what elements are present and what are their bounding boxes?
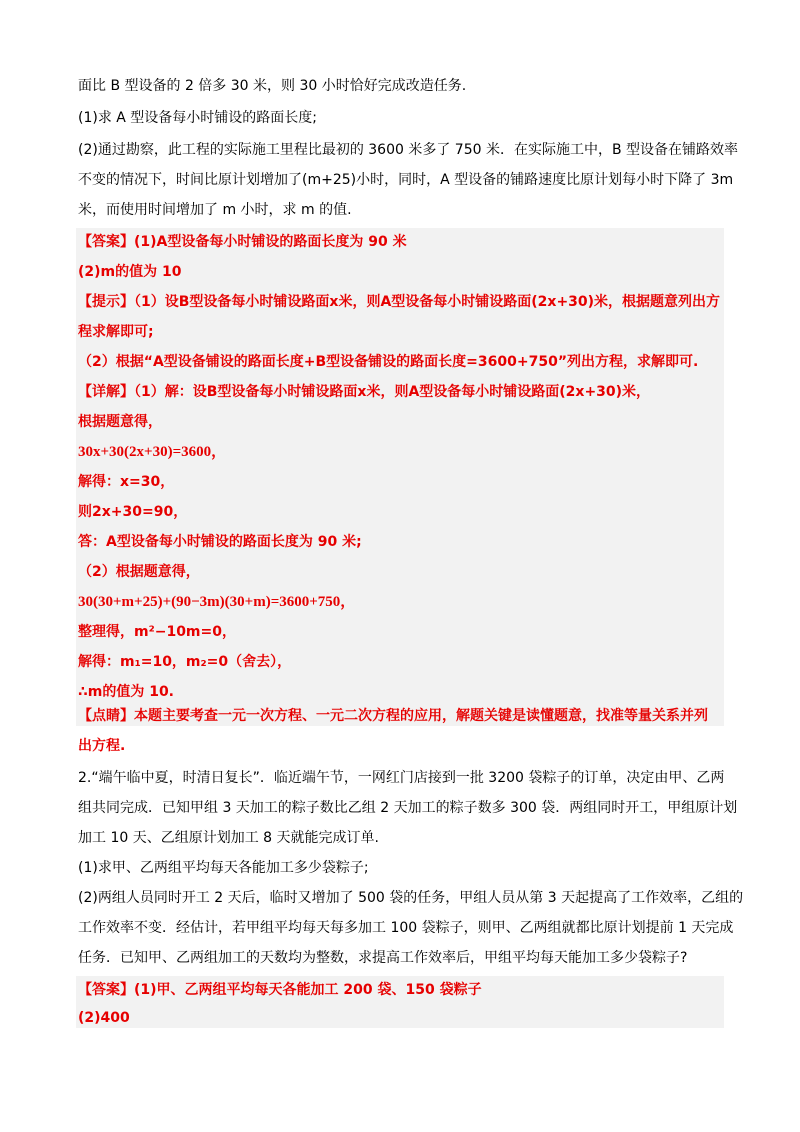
answer-2-line-2: (2)400 xyxy=(78,1010,130,1026)
hint-1-line-3: （2）根据“A型设备铺设的路面长度+B型设备铺设的路面长度=3600+750”列出方程，求解即可. xyxy=(78,354,699,370)
comment-1-line-1: 【点睛】本题主要考查一元一次方程、一元二次方程的应用，解题关键是读懂题意，找准等量关系并列 xyxy=(78,708,708,724)
q1-line-4: 不变的情况下，时间比原计划增加了(m+25)小时，同时，A 型设备的铺路速度比原计划每小时下降了 3m xyxy=(78,172,734,188)
q2-line-2: 组共同完成．已知甲组 3 天加工的粽子数比乙组 2 天加工的粽子数多 300 袋．两组同时开工，甲组原计划 xyxy=(78,800,738,816)
q2-line-6: 工作效率不变．经估计，若甲组平均每天每多加工 100 袋粽子，则甲、乙两组就都比原计划提前 1 天完成 xyxy=(78,920,734,936)
equation-2: 30(30+m+25)+(90−3m)(30+m)=3600+750， xyxy=(78,594,356,610)
hint-1-line-1: 【提示】（1）设B型设备每小时铺设路面x米，则A型设备每小时铺设路面(2x+30)米，根据题意列出方 xyxy=(78,294,721,310)
q2-line-7: 任务．已知甲、乙两组加工的天数均为整数，求提高工作效率后，甲组平均每天能加工多少袋粽子? xyxy=(78,950,688,966)
answer-1-line-2: (2)m的值为 10 xyxy=(78,264,182,280)
q1-line-2: (1)求 A 型设备每小时铺设的路面长度; xyxy=(78,110,318,126)
hint-1-line-2: 程求解即可; xyxy=(78,324,154,340)
q2-line-3: 加工 10 天、乙组原计划加工 8 天就能完成订单. xyxy=(78,830,379,846)
equation-1: 30x+30(2x+30)=3600， xyxy=(78,444,227,460)
q2-line-1: 2.“端午临中夏，时清日复长”．临近端午节，一网红门店接到一批 3200 袋粽子的订单，决定由甲、乙两 xyxy=(78,770,725,786)
solution-m: 解得：m₁=10，m₂=0（舍去）， xyxy=(78,654,292,670)
solution-x: 解得：x=30， xyxy=(78,474,175,490)
solution-2x: 则2x+30=90， xyxy=(78,504,188,520)
q1-line-5: 米，而使用时间增加了 m 小时，求 m 的值. xyxy=(78,202,352,218)
detail-1-line-2: 根据题意得， xyxy=(78,414,162,430)
answer-part-1: 答：A型设备每小时铺设的路面长度为 90 米; xyxy=(78,534,362,550)
q1-line-3: (2)通过勘察，此工程的实际施工里程比最初的 3600 米多了 750 米．在实际施工中，B 型设备在铺路效率 xyxy=(78,142,739,158)
answer-2-line-1: 【答案】(1)甲、乙两组平均每天各能加工 200 袋、150 袋粽子 xyxy=(78,982,482,998)
answer-1-line-1: 【答案】(1)A型设备每小时铺设的路面长度为 90 米 xyxy=(78,234,407,250)
comment-1-line-2: 出方程. xyxy=(78,738,126,754)
detail-1-line-1: 【详解】（1）解：设B型设备每小时铺设路面x米，则A型设备每小时铺设路面(2x+30)米， xyxy=(78,384,651,400)
q2-line-4: (1)求甲、乙两组平均每天各能加工多少袋粽子; xyxy=(78,860,369,876)
q2-line-5: (2)两组人员同时开工 2 天后，临时又增加了 500 袋的任务，甲组人员从第 3 天起提高了工作效率，乙组的 xyxy=(78,890,744,906)
q1-line-1: 面比 B 型设备的 2 倍多 30 米，则 30 小时恰好完成改造任务. xyxy=(78,78,467,94)
simplified-equation: 整理得，m²−10m=0， xyxy=(78,624,236,640)
conclusion-m: ∴m的值为 10. xyxy=(78,684,175,700)
part-2-intro: （2）根据题意得， xyxy=(78,564,200,580)
